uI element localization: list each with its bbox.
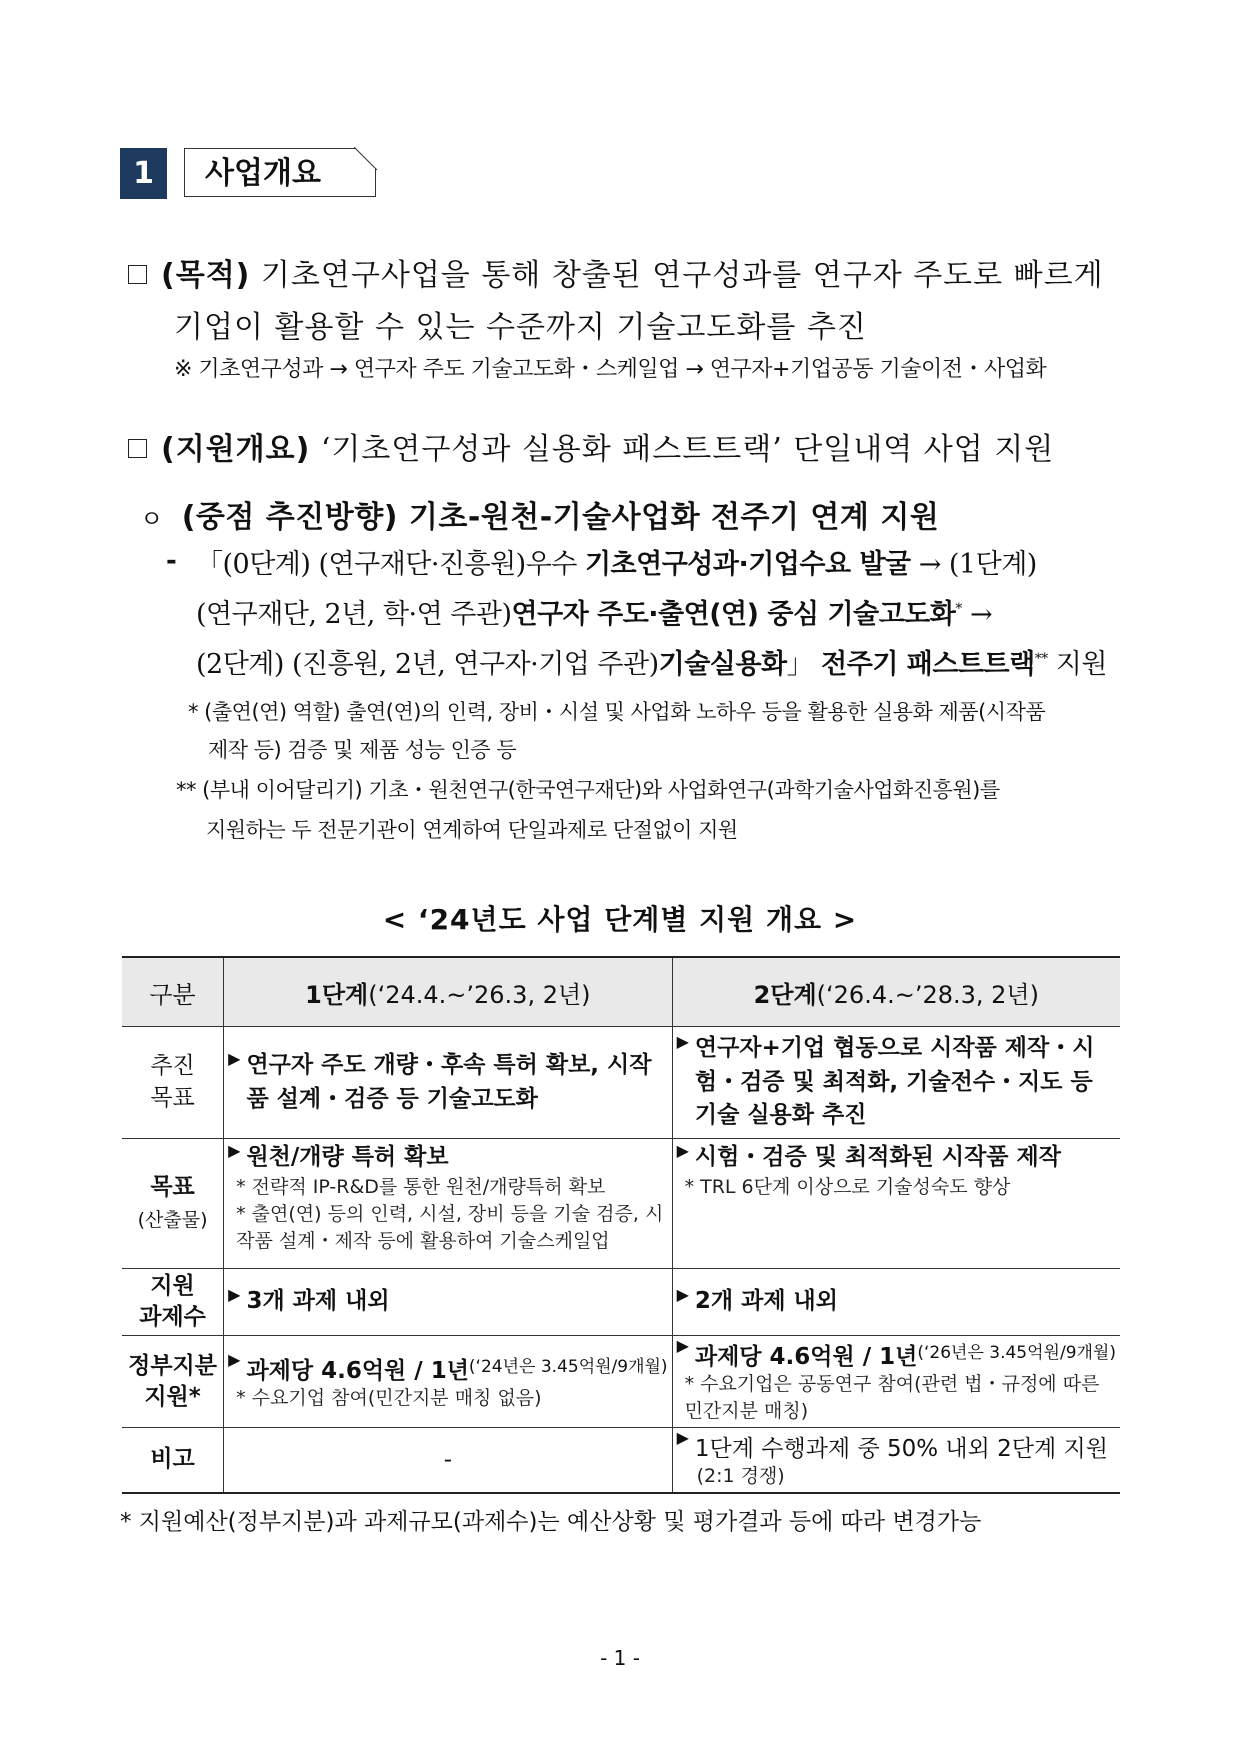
funding-stage2-text: 과제당 4.6억원 / 1년 — [694, 1344, 918, 1371]
detail-line-3 — [196, 642, 1107, 681]
detail-l2sup: * — [955, 601, 962, 617]
goal-stage1-text: 연구자 주도 개량・후속 특허 확보, 시작품 설계・검증 등 기술고도화 — [246, 1052, 652, 1112]
triangle-bullet-icon: ▶ — [228, 1049, 241, 1069]
target-stage1-note-1: * 전략적 IP-R&D를 통한 원천/개량특허 확보 — [236, 1176, 606, 1199]
funding-stage1-text: 과제당 4.6억원 / 1년 — [246, 1357, 469, 1384]
row-head-funding-1: 정부지분 — [128, 1352, 217, 1379]
checkbox-icon — [128, 439, 147, 458]
detail-l1a: 「(0단계) (연구재단·진흥원)우수 — [196, 549, 585, 580]
footnote-2b: 지원하는 두 전문기관이 연계하여 단일과제로 단절없이 지원 — [206, 818, 738, 842]
funding-stage2-note: * 수요기업은 공동연구 참여(관련 법・규정에 따른 민간지분 매칭) — [684, 1373, 1100, 1422]
detail-l2c: → — [961, 599, 993, 630]
cell-remark-stage2 — [672, 1428, 1120, 1493]
section-number-badge: 1 — [120, 148, 167, 199]
stage-support-table — [122, 956, 1120, 1494]
row-head-count — [122, 1269, 224, 1336]
folded-corner-icon — [354, 147, 378, 171]
table-row-goal — [122, 1027, 1120, 1139]
target-stage2-text: 시험・검증 및 최적화된 시작품 제작 — [694, 1144, 1061, 1170]
remark-stage2-note: (2:1 경쟁) — [696, 1465, 785, 1488]
support-text: ‘기초연구성과 실용화 패스트트랙’ 단일내역 사업 지원 — [310, 432, 1055, 467]
triangle-bullet-icon: ▶ — [676, 1428, 689, 1448]
purpose-text-2: 기업이 활용할 수 있는 수준까지 기술고도화를 추진 — [174, 310, 867, 345]
triangle-bullet-icon: ▶ — [228, 1349, 241, 1369]
cell-count-stage1 — [224, 1269, 672, 1336]
footnote-1b: 제작 등) 검증 및 제품 성능 인증 등 — [208, 738, 517, 762]
funding-stage1-sub: (‘24년은 3.45억원/9개월) — [468, 1356, 668, 1377]
detail-l2a: (연구재단, 2년, 학·연 주관) — [196, 599, 512, 630]
count-stage2-text: 2개 과제 내외 — [694, 1288, 838, 1315]
detail-l1c: → (1단계) — [910, 549, 1037, 580]
footnote-2a: ** (부내 이어달리기) 기초・원천연구(한국연구재단)와 사업화연구(과학기술사업화진흥원)를 — [176, 778, 1000, 802]
section-title: 사업개요 — [184, 148, 376, 197]
row-head-funding-2: 지원* — [144, 1383, 201, 1410]
detail-line-2 — [196, 592, 992, 631]
detail-l3e: 지원 — [1047, 649, 1107, 680]
focus-line — [140, 492, 939, 536]
table-row-remark — [122, 1428, 1120, 1493]
triangle-bullet-icon: ▶ — [676, 1032, 689, 1052]
detail-l3c: 」 — [786, 649, 822, 680]
page-number: - 1 - — [600, 1646, 640, 1670]
focus-bullet: ㅇ — [140, 505, 164, 533]
remark-stage2-text: 1단계 수행과제 중 50% 내외 2단계 지원 — [694, 1436, 1108, 1463]
header-stage1-period: (‘24.4.~’26.3, 2년) — [368, 980, 591, 1009]
focus-label: (중점 추진방향) — [181, 500, 398, 535]
cell-goal-stage1 — [224, 1027, 672, 1139]
detail-l3sup: ** — [1034, 651, 1048, 667]
purpose-text-1: 기초연구사업을 통해 창출된 연구성과를 연구자 주도로 빠르게 — [250, 258, 1104, 293]
checkbox-icon — [128, 265, 147, 284]
row-head-remark: 비고 — [122, 1428, 224, 1493]
row-head-goal-2: 목표 — [150, 1084, 195, 1111]
header-col-stage1 — [224, 957, 672, 1027]
purpose-note: ※ 기초연구성과 → 연구자 주도 기술고도화・스케일업 → 연구자+기업공동 기술이전・사업화 — [174, 357, 1047, 382]
detail-l3d: 전주기 패스트트랙 — [821, 649, 1035, 680]
cell-funding-stage2 — [672, 1336, 1120, 1428]
cell-funding-stage1 — [224, 1336, 672, 1428]
row-head-count-2: 과제수 — [139, 1304, 206, 1331]
goal-stage2-text: 연구자+기업 협동으로 시작품 제작・시험・검증 및 최적화, 기술전수・지도 등 기술 실용화 추진 — [694, 1035, 1095, 1129]
row-head-count-1: 지원 — [150, 1273, 195, 1299]
detail-l2b: 연구자 주도·출연(연) 중심 기술고도화 — [511, 599, 956, 630]
table-header-row — [122, 957, 1120, 1027]
header-col-stage2 — [672, 957, 1120, 1027]
row-head-target-1: 목표 — [150, 1174, 195, 1201]
row-head-target — [122, 1139, 224, 1269]
target-stage1-text: 원천/개량 특허 확보 — [246, 1144, 449, 1170]
triangle-bullet-icon: ▶ — [228, 1141, 241, 1160]
triangle-bullet-icon: ▶ — [676, 1336, 689, 1356]
table-row-funding — [122, 1336, 1120, 1428]
cell-goal-stage2 — [672, 1027, 1120, 1139]
cell-target-stage1 — [224, 1139, 672, 1269]
funding-stage2-sub: (‘26년은 3.45억원/9개월) — [917, 1343, 1116, 1364]
detail-line-1 — [196, 542, 1037, 581]
table-row-count — [122, 1269, 1120, 1336]
purpose-line-1 — [128, 250, 1104, 294]
table-title: < ‘24년도 사업 단계별 지원 개요 > — [382, 903, 858, 936]
row-head-funding — [122, 1336, 224, 1428]
table-row-target — [122, 1139, 1120, 1269]
count-stage1-text: 3개 과제 내외 — [246, 1288, 390, 1315]
triangle-bullet-icon: ▶ — [676, 1141, 689, 1160]
focus-text: 기초-원천-기술사업화 전주기 연계 지원 — [397, 500, 940, 535]
detail-l3a: (2단계) (진흥원, 2년, 연구자·기업 주관) — [196, 649, 659, 680]
support-label: (지원개요) — [161, 432, 311, 467]
row-head-target-2: (산출물) — [137, 1208, 208, 1231]
cell-target-stage2 — [672, 1139, 1120, 1269]
cell-count-stage2 — [672, 1269, 1120, 1336]
row-head-goal — [122, 1027, 224, 1139]
target-stage1-note-2: * 출연(연) 등의 인력, 시설, 장비 등을 기술 검증, 시작품 설계・제작 등에 활용하여 기술스케일업 — [236, 1202, 664, 1252]
purpose-label: (목적) — [161, 258, 251, 293]
funding-stage1-note: * 수요기업 참여(민간지분 매칭 없음) — [236, 1386, 542, 1409]
cell-remark-stage1: - — [224, 1428, 672, 1493]
triangle-bullet-icon: ▶ — [228, 1285, 241, 1305]
detail-dash: - — [166, 546, 177, 576]
target-stage2-note-1: * TRL 6단계 이상으로 기술성숙도 향상 — [684, 1176, 1011, 1199]
header-stage1-label: 1단계 — [305, 980, 369, 1009]
triangle-bullet-icon: ▶ — [676, 1285, 689, 1305]
support-line — [128, 424, 1054, 468]
footnote-1a: * (출연(연) 역할) 출연(연)의 인력, 장비・시설 및 사업화 노하우 등을 활용한 실용화 제품(시작품 — [188, 700, 1046, 724]
detail-l3b: 기술실용화 — [658, 649, 787, 680]
header-stage2-period: (‘26.4.~’28.3, 2년) — [816, 980, 1039, 1009]
header-stage2-label: 2단계 — [753, 980, 817, 1009]
table-bottom-note: * 지원예산(정부지분)과 과제규모(과제수)는 예산상황 및 평가결과 등에 따라 변경가능 — [120, 1509, 982, 1535]
detail-l1b: 기초연구성과·기업수요 발굴 — [584, 549, 911, 580]
header-col-category: 구분 — [122, 957, 224, 1027]
row-head-goal-1: 추진 — [150, 1053, 195, 1080]
